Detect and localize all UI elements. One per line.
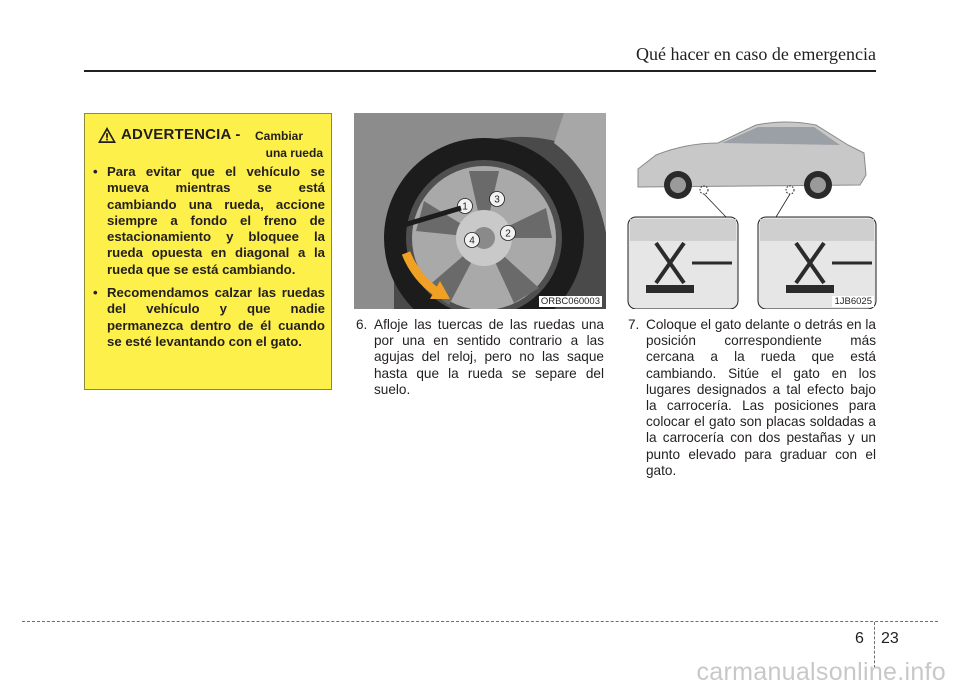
warning-title: ADVERTENCIA - <box>121 126 241 143</box>
nut-number-label: 1 <box>462 201 468 213</box>
warning-subtitle-line2: una rueda <box>265 146 323 160</box>
warning-box <box>84 113 332 390</box>
warning-item-text: Para evitar que el vehículo se mueva mientras se está cambiando una rueda, accione siempre a fondo el freno de estacionamiento y bloquee la rueda opuesta en diagonal a la rueda que se está cambiando. <box>107 164 325 277</box>
step-7 <box>628 317 876 479</box>
warning-list <box>93 164 325 357</box>
bullet: • <box>93 285 98 301</box>
wheel-lug-nut-figure <box>354 113 606 309</box>
warning-item <box>93 285 325 350</box>
wheel-illustration <box>354 113 606 309</box>
warning-item-text: Recomendamos calzar las ruedas del vehículo y que nadie permanezca dentro de él cuando se esté levantando con el gato. <box>107 285 325 349</box>
warning-item <box>93 164 325 278</box>
page-number: 23 <box>881 630 899 647</box>
header-rule <box>84 70 876 72</box>
jack-position-figure <box>626 113 878 309</box>
watermark: carmanualsonline.info <box>696 658 946 686</box>
nut-number-label: 4 <box>469 235 475 247</box>
step-6 <box>356 317 604 398</box>
step-number: 7. <box>628 317 640 332</box>
step-number: 6. <box>356 317 368 332</box>
step-text: Coloque el gato delante o detrás en la posición correspondiente más cercana a la rueda que está cambiando. Sitúe el gato en los lugares designados a tal efecto bajo la carrocería. Las posiciones para colocar el gato son placas soldadas a la carrocería con dos pestañas y un punto elevado para graduar con el gato. <box>646 317 876 478</box>
footer-rule <box>22 621 938 622</box>
nut-number-label: 2 <box>505 228 511 240</box>
figure-code: 1JB6025 <box>834 296 872 307</box>
warning-subtitle-line1: Cambiar <box>255 129 304 143</box>
nut-number-label: 3 <box>494 194 500 206</box>
step-text: Afloje las tuercas de las ruedas una por una en sentido contrario a las agujas del reloj, pero no las saque hasta que la rueda se separe del suelo. <box>374 317 604 397</box>
warning-triangle-icon <box>97 126 117 144</box>
chapter-number: 6 <box>855 630 864 647</box>
jack-illustration <box>626 113 878 309</box>
bullet: • <box>93 164 98 179</box>
section-title: Qué hacer en caso de emergencia <box>635 44 876 64</box>
figure-code: ORBC060003 <box>540 296 600 307</box>
warning-header <box>97 126 323 166</box>
